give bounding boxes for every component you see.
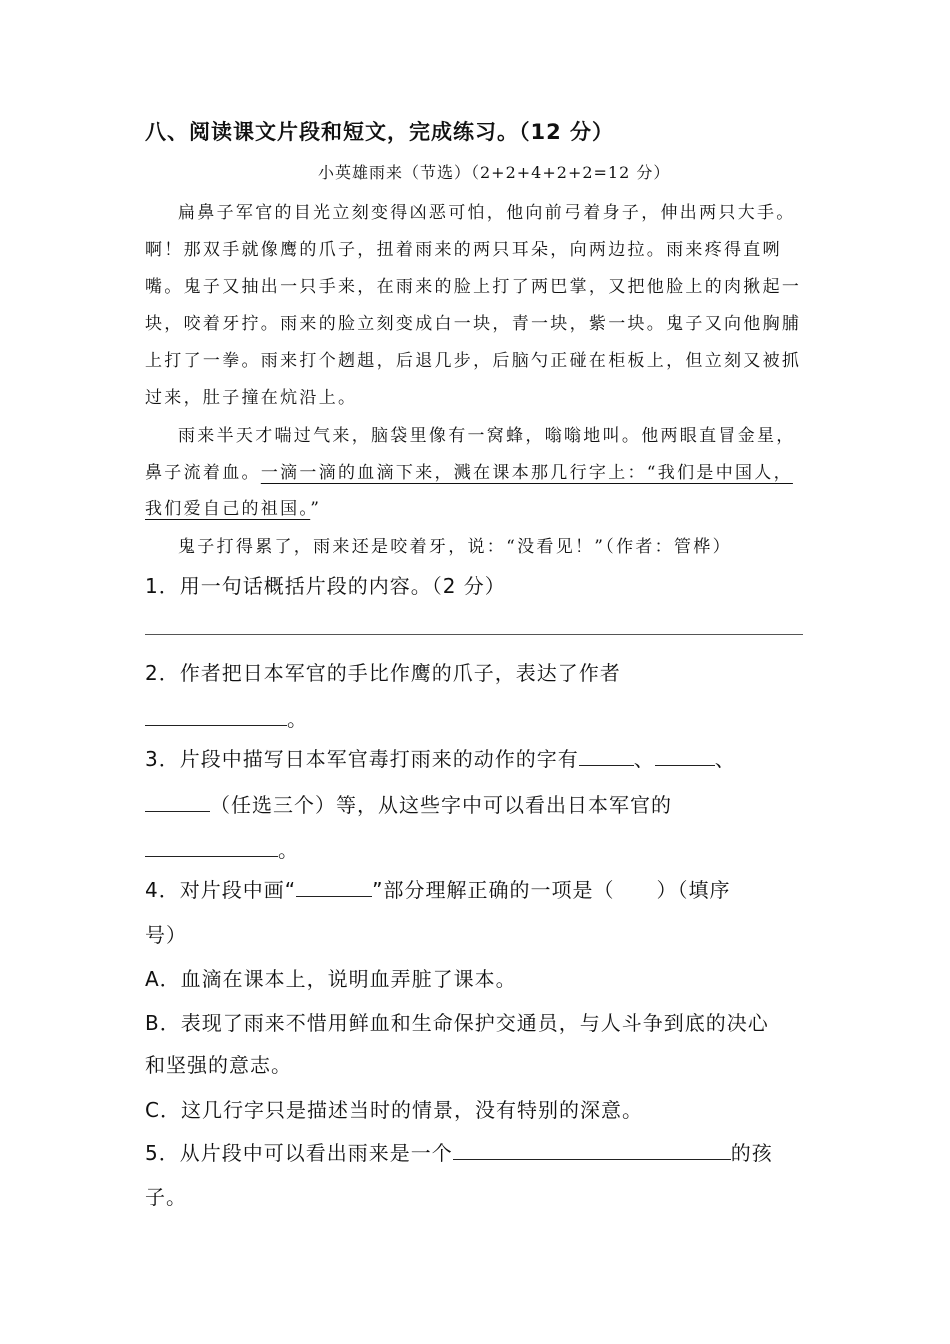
question-2-blank-line <box>145 703 308 732</box>
underlined-sentence: 我们爱自己的祖国。 <box>145 499 311 519</box>
answer-blank[interactable] <box>145 834 278 857</box>
punctuation: 。 <box>278 838 299 862</box>
passage-line: 过来，肚子撞在炕沿上。 <box>145 388 358 408</box>
passage-line: 扁鼻子军官的目光立刻变得凶恶可怕，他向前弓着身子，伸出两只大手。 <box>178 203 796 223</box>
passage-text: ” <box>310 499 322 519</box>
punctuation: 。 <box>287 707 308 731</box>
question-3-line-3 <box>145 834 299 863</box>
question-5-line-2: 子。 <box>145 1185 187 1209</box>
passage-line: 啊！那双手就像鹰的爪子，扭着雨来的两只耳朵，向两边拉。雨来疼得直咧 <box>145 240 782 260</box>
passage-line <box>145 458 793 483</box>
question-5 <box>145 1137 773 1166</box>
passage-line: 上打了一拳。雨来打个趔趄，后退几步，后脑勺正碰在柜板上，但立刻又被抓 <box>145 351 802 371</box>
question-text: 3．片段中描写日本军官毒打雨来的动作的字有 <box>145 747 579 771</box>
answer-blank[interactable] <box>579 743 634 766</box>
passage-line: 块，咬着牙拧。雨来的脸立刻变成白一块，青一块，紫一块。鬼子又向他胸脯 <box>145 314 802 334</box>
option-c[interactable]: C．这几行字只是描述当时的情景，没有特别的深意。 <box>145 1098 643 1122</box>
passage-line: 嘴。鬼子又抽出一只手来，在雨来的脸上打了两巴掌，又把他脸上的肉揪起一 <box>145 277 802 297</box>
answer-blank[interactable] <box>145 789 210 812</box>
question-text: ”部分理解正确的一项是（ ）（填序 <box>372 878 731 902</box>
question-4-line-2: 号） <box>145 923 187 947</box>
section-heading: 八、阅读课文片段和短文，完成练习。（12 分） <box>145 120 615 144</box>
question-text: 4．对片段中画“ <box>145 878 297 902</box>
punctuation: 、 <box>714 747 736 771</box>
option-b-line-2: 和坚强的意志。 <box>145 1053 292 1077</box>
question-text: （任选三个）等，从这些字中可以看出日本军官的 <box>210 793 672 817</box>
passage-line: 鬼子打得累了，雨来还是咬着牙，说：“没看见！”（作者：管桦） <box>178 537 732 557</box>
answer-line-q1[interactable] <box>145 634 803 635</box>
option-b[interactable]: B．表现了雨来不惜用鲜血和生命保护交通员，与人斗争到底的决心 <box>145 1011 769 1035</box>
question-2: 2．作者把日本军官的手比作鹰的爪子，表达了作者 <box>145 661 621 685</box>
answer-blank[interactable] <box>655 743 715 766</box>
question-text: 5．从片段中可以看出雨来是一个 <box>145 1141 453 1165</box>
passage-text: 鼻子流着血。 <box>145 463 261 483</box>
question-text: 的孩 <box>730 1141 773 1165</box>
question-4 <box>145 874 730 903</box>
passage-line: 雨来半天才喘过气来，脑袋里像有一窝蜂，嗡嗡地叫。他两眼直冒金星， <box>178 426 796 446</box>
underline-marker <box>296 874 372 897</box>
question-3-line-2 <box>145 789 672 818</box>
punctuation: 、 <box>633 747 655 771</box>
answer-blank[interactable] <box>145 703 287 726</box>
option-a[interactable]: A．血滴在课本上，说明血弄脏了课本。 <box>145 967 517 991</box>
answer-blank[interactable] <box>453 1137 731 1160</box>
question-1: 1．用一句话概括片段的内容。（2 分） <box>145 574 506 598</box>
passage-title: 小英雄雨来（节选）（2+2+4+2+2=12 分） <box>318 163 671 182</box>
question-3 <box>145 743 736 772</box>
underlined-sentence: 一滴一滴的血滴下来，溅在课本那几行字上：“我们是中国人， <box>260 463 793 483</box>
passage-line <box>145 494 321 519</box>
